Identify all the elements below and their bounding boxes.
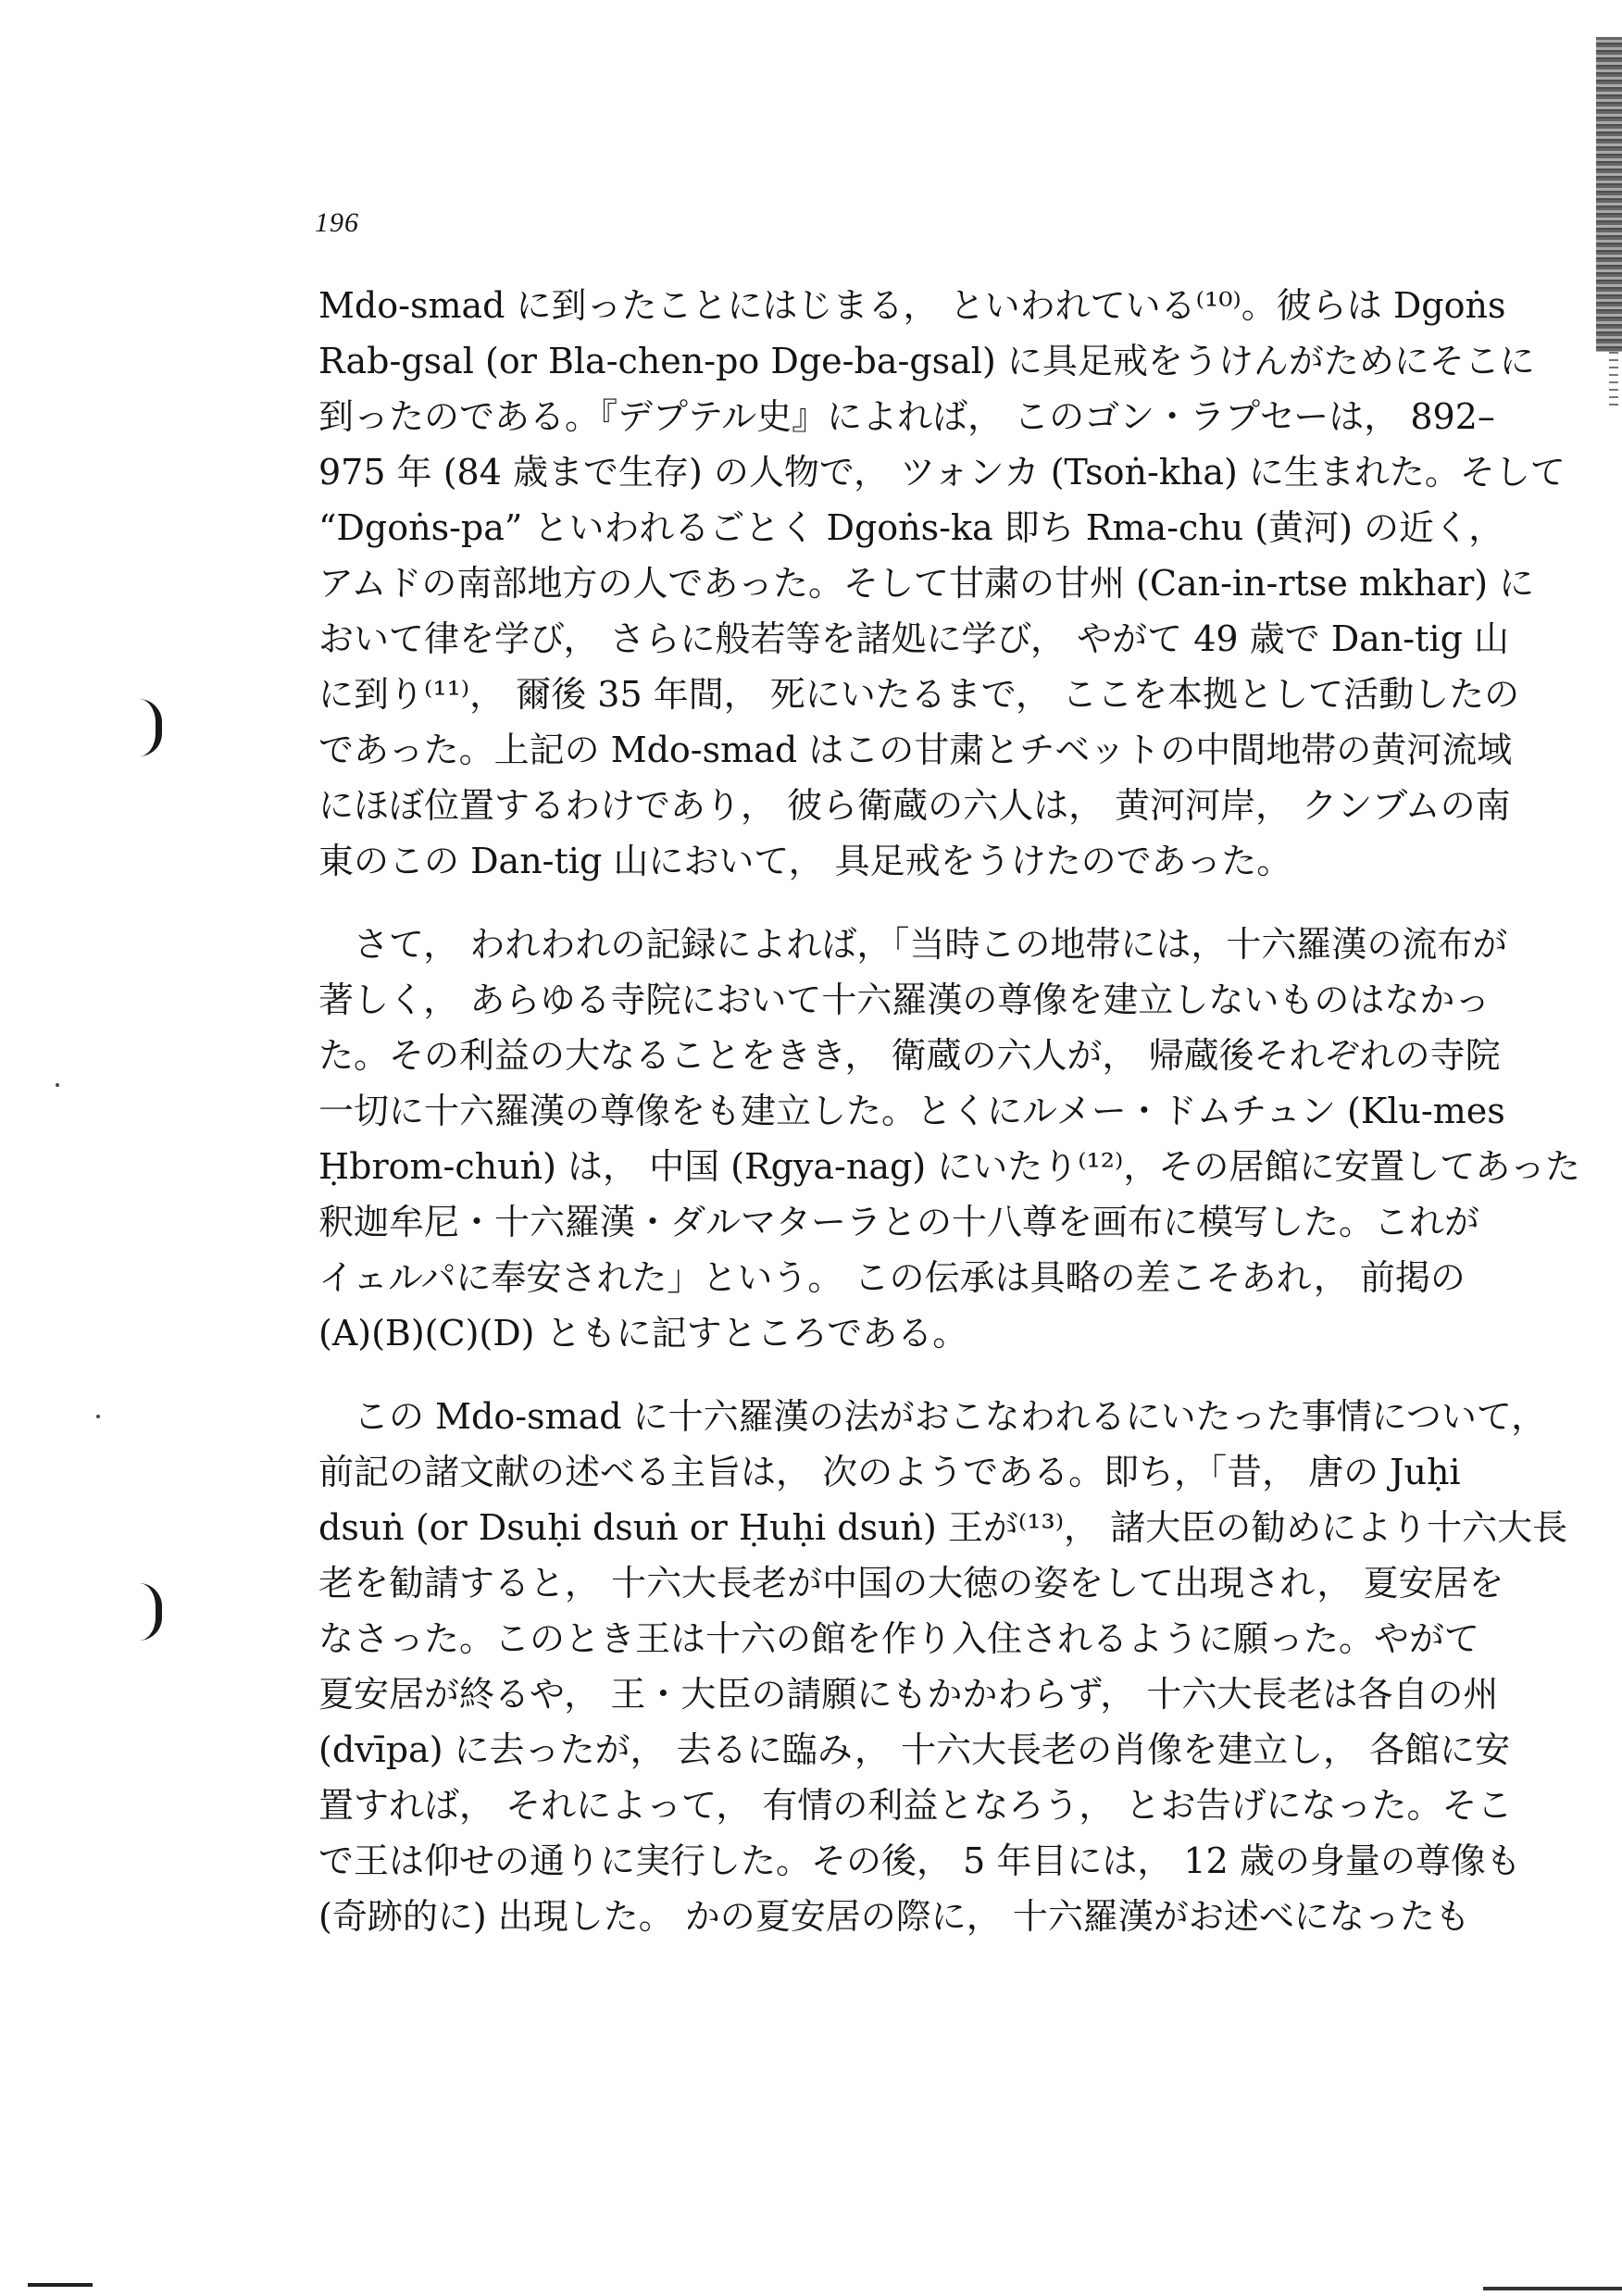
text-line: 前記の諸文献の述べる主旨は， 次のようである。即ち，「昔， 唐の Juḥi [318,1452,1461,1492]
paragraph-gap [318,1361,1450,1389]
scan-punch-mark [139,699,162,756]
text-line: イェルパに奉安された」という。 この伝承は具略の差こそあれ， 前掲の [318,1257,1466,1298]
text-line: 置すれば， それによって， 有情の利益となろう， とお告げになった。そこ [318,1785,1513,1826]
text-line: 到ったのである。『デプテル史』によれば， このゴン・ラプセーは， 892– [318,396,1495,437]
text-line: おいて律を学び， さらに般若等を諸処に学び， やがて 49 歳で Dan-tig 山 [318,618,1509,659]
scan-punch-mark [139,1583,162,1641]
text-line: dsuṅ (or Dsuḥi dsuṅ or Ḥuḥi dsuṅ) 王が⁽¹³⁾， 諸大臣の勧めにより十六大長 [318,1507,1568,1548]
text-line: Rab-gsal (or Bla-chen-po Dge-ba-gsal) に具足戒をうけんがためにそこに [318,341,1535,381]
text-line: (奇跡的に) 出現した。 かの夏安居の際に， 十六羅漢がお述べになったも [318,1896,1470,1937]
text-line: アムドの南部地方の人であった。そして甘粛の甘州 (Can-in-rtse mkhar) に [318,563,1535,604]
text-line: なさった。このとき王は十六の館を作り入住されるように願った。やがて [318,1618,1480,1659]
text-line: 老を勧請すると， 十六大長老が中国の大徳の姿をして出現され， 夏安居を [318,1563,1504,1603]
text-line: “Dgoṅs-pa” といわれるごとく Dgoṅs-ka 即ち Rma-chu (黄河) の近く， [318,507,1504,548]
scan-speck [96,1415,100,1418]
text-line: 著しく， あらゆる寺院において十六羅漢の尊像を建立しないものはなかっ [318,980,1491,1020]
text-line: (dvīpa) に去ったが， 去るに臨み， 十六大長老の肖像を建立し， 各館に安 [318,1729,1511,1770]
text-line: 釈迦牟尼・十六羅漢・ダルマターラとの十八尊を画布に模写した。これが [318,1202,1480,1242]
text-line: た。その利益の大なることをきき， 衛蔵の六人が， 帰蔵後それぞれの寺院 [318,1035,1501,1076]
text-line: 東のこの Dan-tig 山において， 具足戒をうけたのであった。 [318,841,1292,881]
scan-binding-edge [1596,37,1622,352]
text-line: 975 年 (84 歳まで生存) の人物で， ツォンカ (Tsoṅ-kha) に生まれた。そして [318,452,1566,493]
text-line: Mdo-smad に到ったことにはじまる， といわれている⁽¹⁰⁾。彼らは Dgoṅs [318,285,1506,326]
scan-binding-edge-fragment [1609,352,1618,407]
body-text [318,278,1580,1944]
paragraph-gap [318,889,1450,917]
text-line: Ḥbrom-chuṅ) は， 中国 (Rgya-nag) にいたり⁽¹²⁾，その居館に安置してあった [318,1146,1580,1187]
scan-speck [56,1083,59,1087]
scan-edge-line [1483,2287,1622,2290]
text-line: この Mdo-smad に十六羅漢の法がおこなわれるにいたった事情について， [354,1396,1547,1437]
text-line: であった。上記の Mdo-smad はこの甘粛とチベットの中間地帯の黄河流域 [318,730,1513,770]
text-line: 夏安居が終るや， 王・大臣の請願にもかかわらず， 十六大長老は各自の州 [318,1674,1499,1715]
text-line: 一切に十六羅漢の尊像をも建立した。とくにルメー・ドムチュン (Klu-mes [318,1091,1505,1131]
text-line: さて， われわれの記録によれば，「当時この地帯には，十六羅漢の流布が [354,924,1508,965]
text-line: にほぼ位置するわけであり， 彼ら衛蔵の六人は， 黄河河岸， クンブムの南 [318,785,1511,826]
page-number: 196 [315,207,359,238]
text-line: に到り⁽¹¹⁾， 爾後 35 年間， 死にいたるまで， ここを本拠として活動したの [318,674,1520,715]
scan-edge-line [28,2283,93,2287]
text-line: (A)(B)(C)(D) ともに記すところである。 [318,1313,968,1354]
text-line: で王は仰せの通りに実行した。その後， 5 年目には， 12 歳の身量の尊像も [318,1841,1521,1881]
